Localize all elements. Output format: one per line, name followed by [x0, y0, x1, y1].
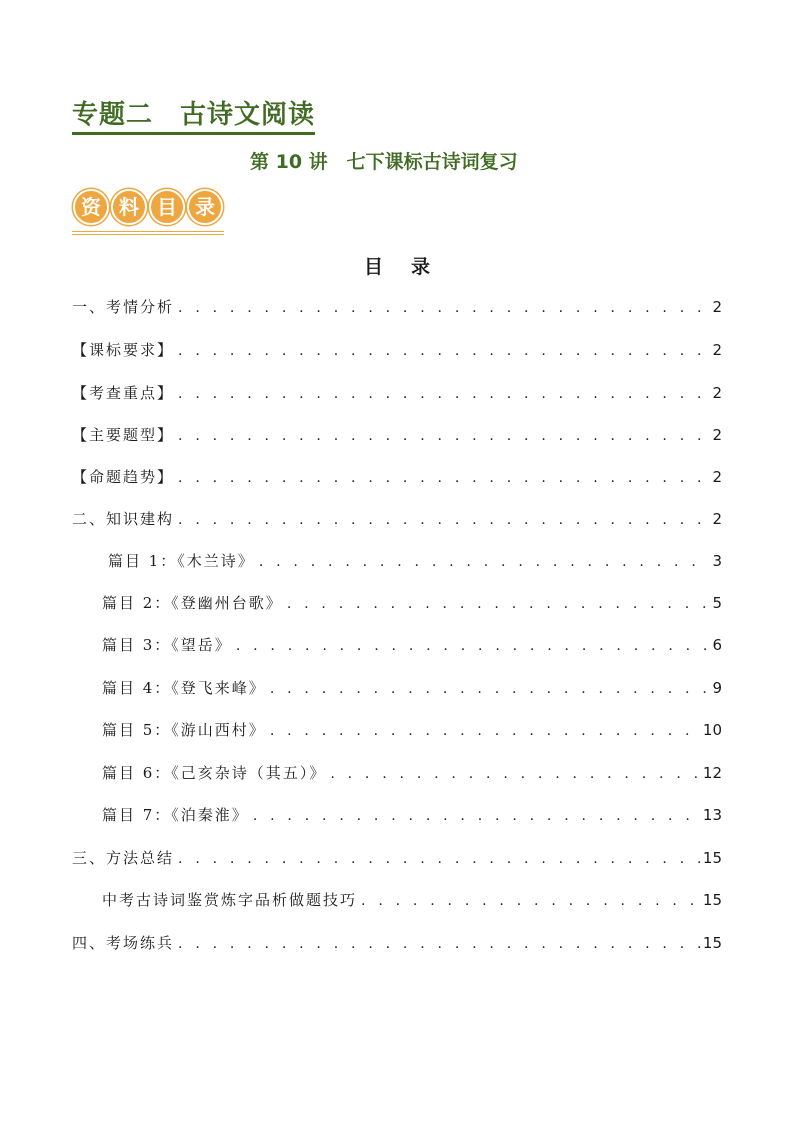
- toc-entry[interactable]: [72, 506, 722, 532]
- toc-entry[interactable]: [108, 548, 722, 574]
- toc-entry-label: 【考查重点】: [72, 384, 175, 402]
- toc-entry[interactable]: [72, 337, 722, 363]
- toc-entry[interactable]: [72, 422, 722, 448]
- toc-entry-page: 5: [712, 594, 722, 612]
- toc-entry-label: 【课标要求】: [72, 341, 175, 359]
- toc-entry-label: 二、知识建构: [72, 510, 175, 528]
- toc-leader-dots: [270, 676, 711, 702]
- toc-entry[interactable]: [72, 930, 722, 956]
- toc-entry-page: 15: [702, 891, 722, 909]
- toc-entry-label: 篇目 4：《登飞来峰》: [102, 679, 266, 697]
- badge-item: [72, 188, 110, 236]
- toc-leader-dots: [361, 888, 701, 914]
- toc-leader-dots: [287, 591, 711, 617]
- toc-entry-label: 【主要题型】: [72, 426, 175, 444]
- badge-item: [148, 188, 186, 236]
- toc-entry-page: 2: [712, 384, 722, 402]
- toc-leader-dots: [259, 549, 711, 575]
- badge-circle: 料: [111, 189, 147, 225]
- toc-entry[interactable]: [102, 760, 722, 786]
- toc-entry-page: 6: [712, 636, 722, 654]
- badge-item: [186, 188, 224, 236]
- toc-leader-dots: [178, 846, 701, 872]
- toc-leader-dots: [178, 465, 710, 491]
- toc-leader-dots: [253, 803, 701, 829]
- toc-entry-page: 10: [702, 721, 722, 739]
- toc-entry[interactable]: [102, 887, 722, 913]
- badge-item: [110, 188, 148, 236]
- toc-entry[interactable]: [72, 845, 722, 871]
- toc-leader-dots: [178, 338, 710, 364]
- badge-circle: 录: [187, 189, 223, 225]
- toc-entry-page: 13: [702, 806, 722, 824]
- toc-entry-page: 2: [712, 426, 722, 444]
- lecture-subtitle: 第 10 讲 七下课标古诗词复习: [250, 151, 518, 173]
- toc-entry[interactable]: [102, 717, 722, 743]
- toc-entry[interactable]: [102, 802, 722, 828]
- toc-entry-label: 篇目 1：《木兰诗》: [108, 552, 255, 570]
- toc-entry-label: 篇目 7：《泊秦淮》: [102, 806, 249, 824]
- toc-entry-page: 2: [712, 468, 722, 486]
- toc-leader-dots: [178, 423, 710, 449]
- toc-entry-label: 篇目 6：《己亥杂诗（其五）》: [102, 764, 327, 782]
- toc-entry-page: 2: [712, 510, 722, 528]
- toc-leader-dots: [236, 633, 711, 659]
- toc-entry[interactable]: [102, 632, 722, 658]
- toc-heading: 目录: [363, 256, 458, 278]
- toc-leader-dots: [178, 931, 701, 957]
- badge-circle: 目: [149, 189, 185, 225]
- toc-entry-label: 【命题趋势】: [72, 468, 175, 486]
- toc-entry-label: 篇目 5：《游山西村》: [102, 721, 266, 739]
- toc-entry[interactable]: [72, 464, 722, 490]
- toc-entry-label: 一、考情分析: [72, 298, 175, 316]
- toc-entry-label: 四、考场练兵: [72, 934, 175, 952]
- toc-entry-page: 3: [712, 552, 722, 570]
- toc-entry-page: 2: [712, 341, 722, 359]
- toc-entry[interactable]: [102, 675, 722, 701]
- toc-leader-dots: [178, 381, 710, 407]
- toc-entry[interactable]: [102, 590, 722, 616]
- toc-leader-dots: [330, 761, 701, 787]
- toc-entry-label: 中考古诗词鉴赏炼字品析做题技巧: [102, 891, 358, 909]
- page-title: 专题二 古诗文阅读: [72, 100, 315, 135]
- toc-leader-dots: [270, 718, 701, 744]
- badge-underline: [72, 231, 110, 235]
- toc-entry[interactable]: [72, 380, 722, 406]
- material-contents-badges: [72, 188, 224, 236]
- toc-entry-label: 篇目 3：《望岳》: [102, 636, 232, 654]
- toc-entry-page: 12: [702, 764, 722, 782]
- toc-entry-label: 篇目 2：《登幽州台歌》: [102, 594, 283, 612]
- badge-underline: [148, 231, 186, 235]
- toc-entry-label: 三、方法总结: [72, 849, 175, 867]
- toc-entry-page: 15: [702, 849, 722, 867]
- badge-underline: [186, 231, 224, 235]
- badge-circle: 资: [73, 189, 109, 225]
- toc-leader-dots: [178, 507, 710, 533]
- toc-entry-page: 9: [712, 679, 722, 697]
- badge-underline: [110, 231, 148, 235]
- toc-entry-page: 15: [702, 934, 722, 952]
- toc-entry[interactable]: [72, 294, 722, 320]
- toc-entry-page: 2: [712, 298, 722, 316]
- toc-leader-dots: [178, 295, 710, 321]
